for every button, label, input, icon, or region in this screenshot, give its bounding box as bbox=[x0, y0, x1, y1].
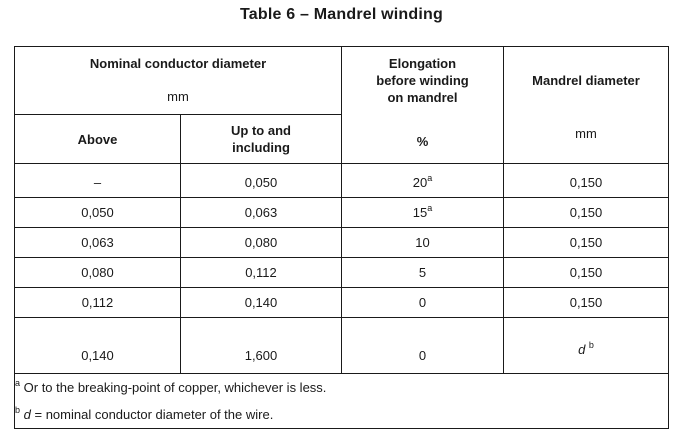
table-row bbox=[15, 258, 669, 288]
upto-label-line1: Up to and bbox=[231, 123, 291, 138]
table-row bbox=[15, 228, 669, 258]
above-header bbox=[15, 115, 181, 164]
table-body bbox=[15, 164, 669, 374]
cell-above: 0,063 bbox=[15, 228, 181, 258]
mandrel-diameter-header bbox=[504, 47, 669, 164]
cell-mandrel: 0,150 bbox=[504, 288, 669, 318]
cell-above: 0,112 bbox=[15, 288, 181, 318]
footnote-a bbox=[15, 374, 668, 401]
elongation-value: 0 bbox=[418, 348, 427, 363]
footnote-marker: a bbox=[15, 378, 21, 388]
cell-elongation: 10 bbox=[342, 228, 504, 258]
cell-mandrel: 0,150 bbox=[504, 198, 669, 228]
mandrel-diameter-label: Mandrel diameter bbox=[532, 73, 640, 88]
upto-value: 1,600 bbox=[244, 348, 278, 363]
cell-mandrel bbox=[504, 318, 669, 374]
table-row bbox=[15, 198, 669, 228]
cell-upto: 0,080 bbox=[181, 228, 342, 258]
cell-elongation bbox=[342, 198, 504, 228]
cell-above: 0,080 bbox=[15, 258, 181, 288]
cell-above: – bbox=[15, 164, 181, 198]
above-label: Above bbox=[77, 131, 118, 147]
table-row bbox=[15, 288, 669, 318]
table-row bbox=[15, 318, 669, 374]
mandrel-diameter-unit: mm bbox=[575, 126, 597, 141]
nominal-diameter-header bbox=[15, 47, 342, 115]
footnote-ref: b bbox=[588, 340, 594, 350]
above-value: 0,140 bbox=[81, 348, 114, 363]
elongation-unit: % bbox=[416, 134, 429, 149]
mandrel-variable: d bbox=[578, 342, 586, 357]
table-title: Table 6 – Mandrel winding bbox=[240, 6, 443, 23]
elongation-value: 20 bbox=[412, 175, 428, 190]
footnote-b bbox=[15, 401, 668, 428]
cell-mandrel: 0,150 bbox=[504, 228, 669, 258]
nominal-diameter-unit: mm bbox=[167, 89, 189, 104]
elongation-label-line2: before winding bbox=[376, 73, 469, 88]
cell-mandrel: 0,150 bbox=[504, 164, 669, 198]
cell-above: 0,050 bbox=[15, 198, 181, 228]
cell-above bbox=[15, 318, 181, 374]
footnote-ref: a bbox=[427, 203, 433, 213]
footnotes-row bbox=[15, 374, 669, 429]
mandrel-winding-table bbox=[14, 46, 669, 429]
upto-label-line2: including bbox=[232, 140, 290, 155]
cell-elongation bbox=[342, 164, 504, 198]
elongation-value: 15 bbox=[412, 205, 428, 220]
cell-upto: 0,112 bbox=[181, 258, 342, 288]
cell-elongation: 5 bbox=[342, 258, 504, 288]
elongation-label-line3: on mandrel bbox=[387, 90, 458, 105]
cell-upto bbox=[181, 318, 342, 374]
footnote-text: Or to the breaking-point of copper, whichever is less. bbox=[23, 380, 327, 395]
cell-upto: 0,050 bbox=[181, 164, 342, 198]
footnote-ref: a bbox=[427, 173, 433, 183]
cell-elongation: 0 bbox=[342, 288, 504, 318]
cell-upto: 0,063 bbox=[181, 198, 342, 228]
cell-mandrel: 0,150 bbox=[504, 258, 669, 288]
table-row bbox=[15, 164, 669, 198]
footnote-marker: b bbox=[15, 405, 21, 415]
nominal-diameter-label: Nominal conductor diameter bbox=[89, 56, 267, 71]
upto-header bbox=[181, 115, 342, 164]
cell-elongation bbox=[342, 318, 504, 374]
footnote-variable: d bbox=[23, 407, 31, 422]
footnotes-cell bbox=[15, 374, 669, 429]
footnote-text: = nominal conductor diameter of the wire. bbox=[34, 407, 274, 422]
elongation-label-line1: Elongation bbox=[388, 56, 457, 71]
elongation-header bbox=[342, 47, 504, 164]
cell-upto: 0,140 bbox=[181, 288, 342, 318]
header-row-1 bbox=[15, 47, 669, 115]
